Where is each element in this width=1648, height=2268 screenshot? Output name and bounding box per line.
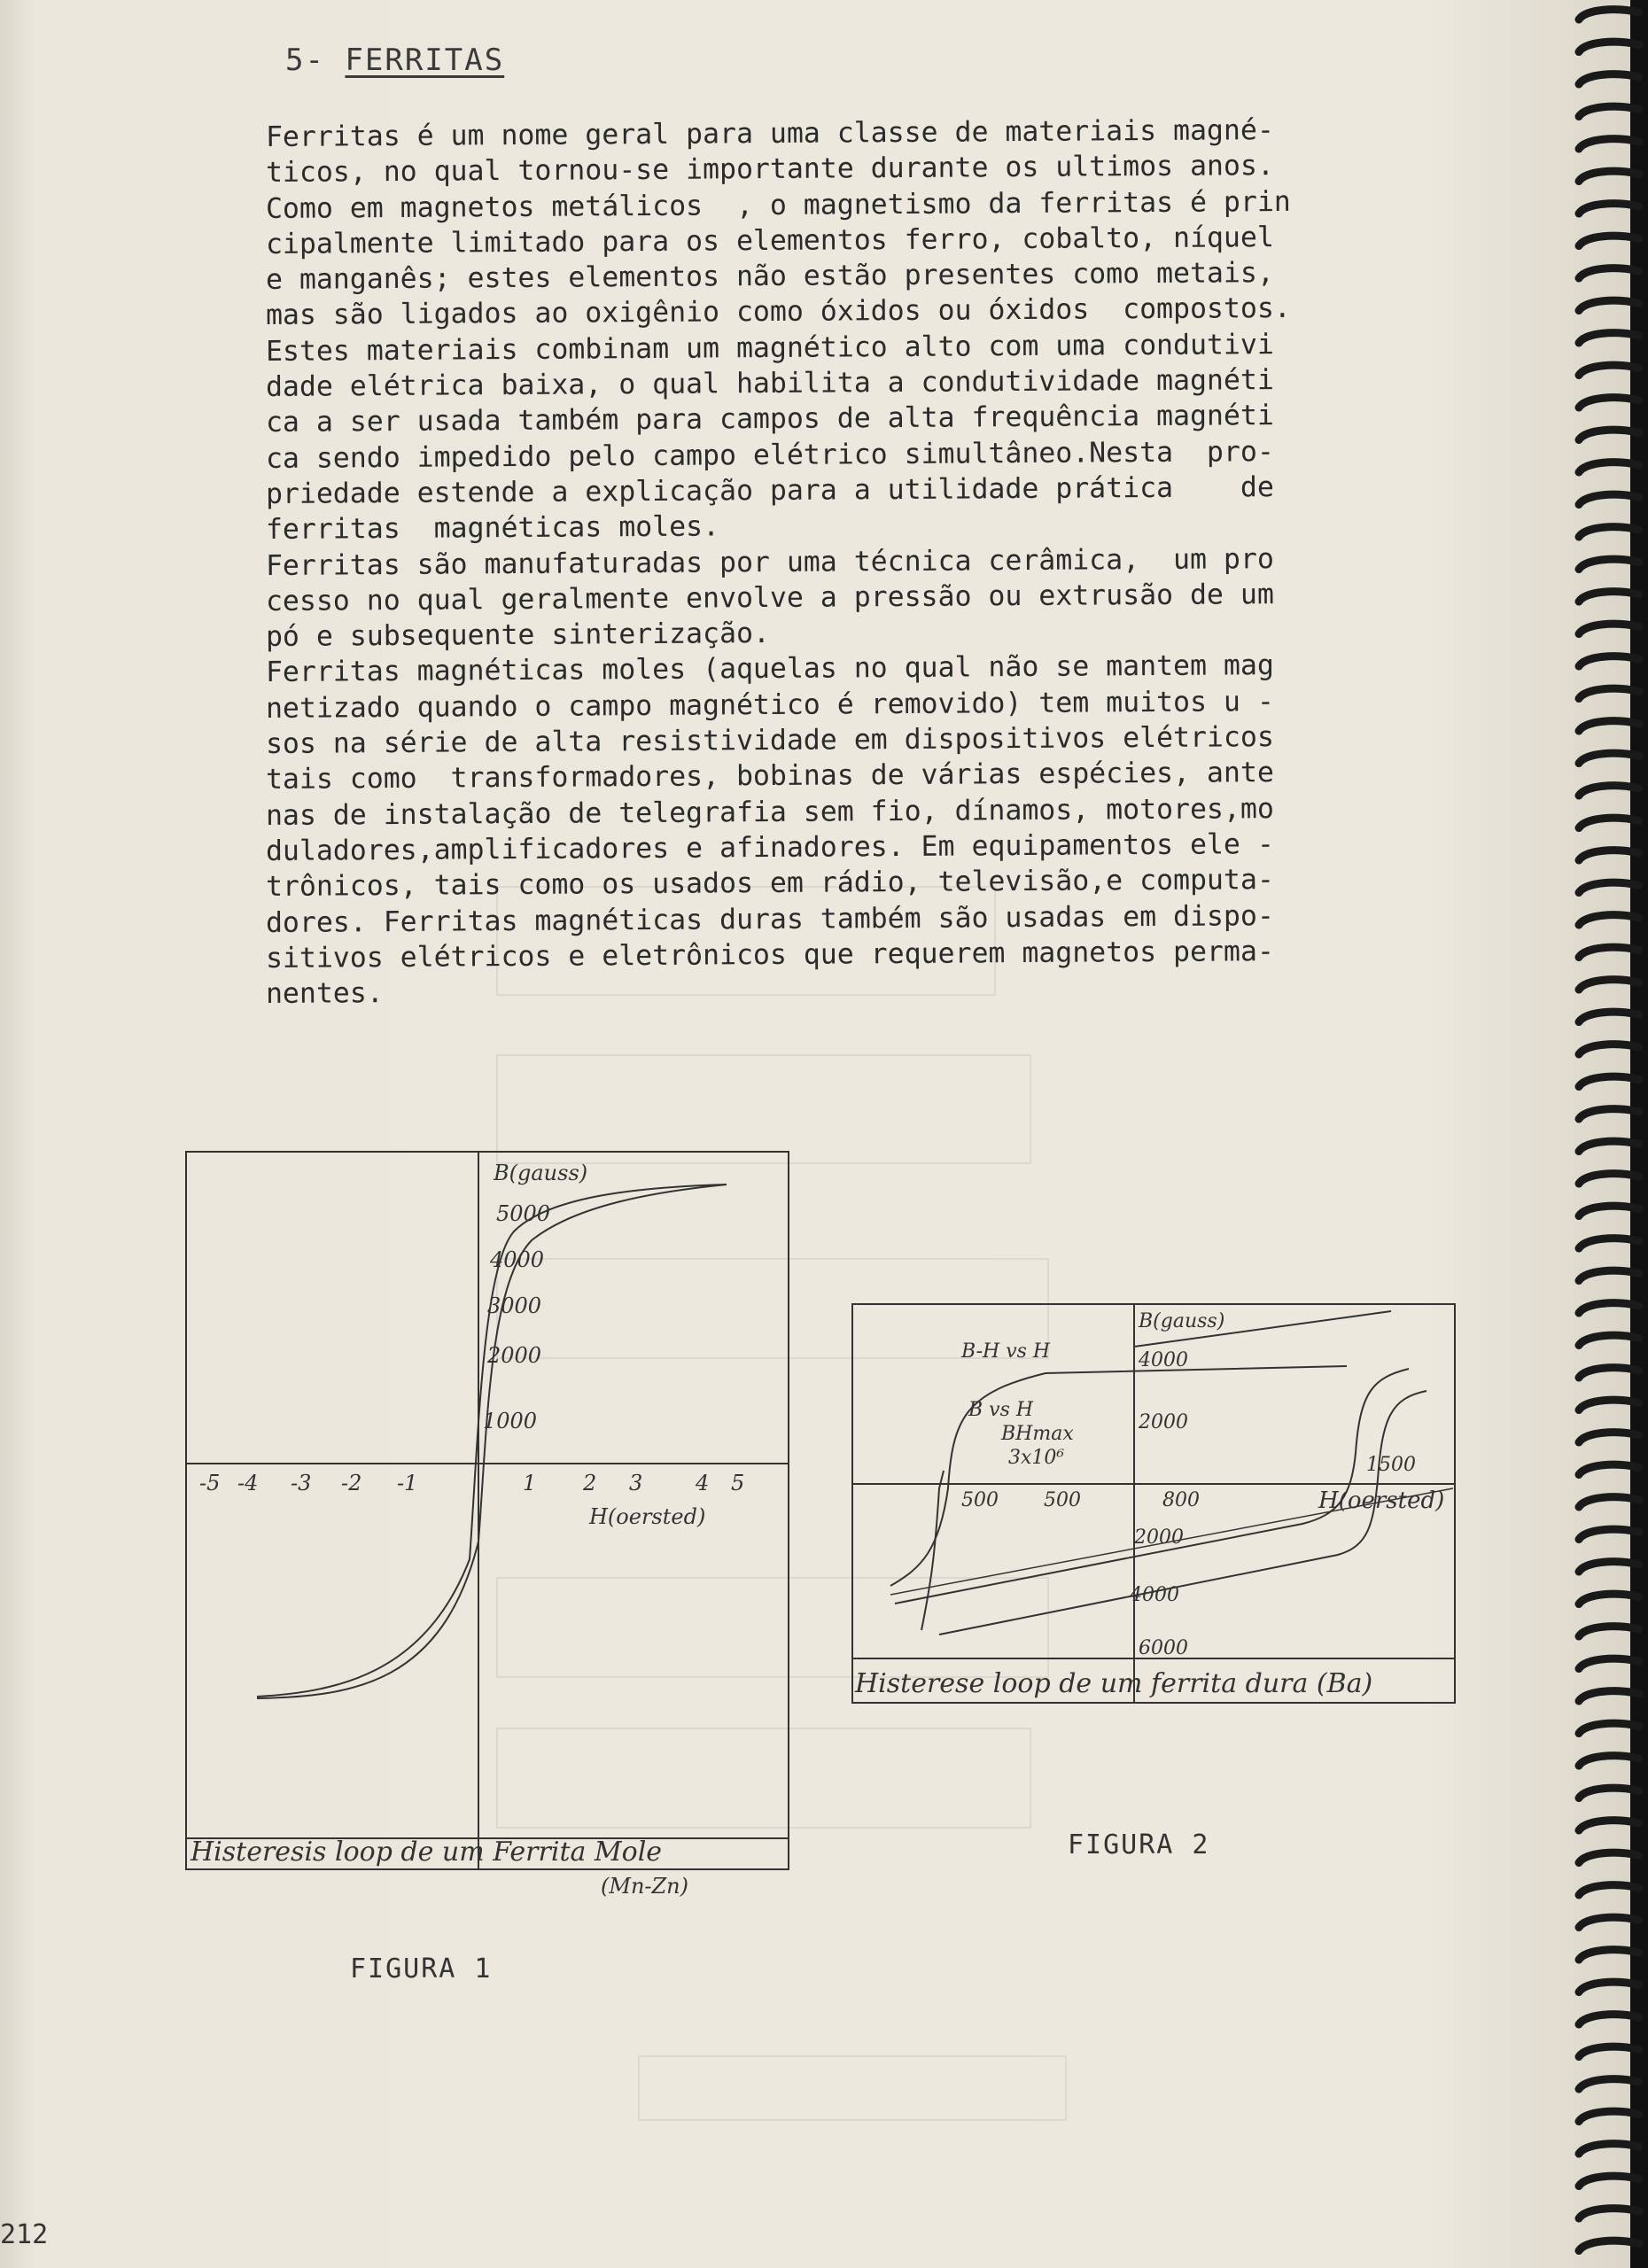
- spiral-coil: [1579, 1109, 1639, 1119]
- text-line: Ferritas é um nome geral para uma classe de materiais magné-: [265, 114, 1274, 153]
- spiral-coil: [1579, 559, 1639, 569]
- text-line: mas são ligados ao oxigênio como óxidos ou óxidos compostos.: [265, 292, 1291, 332]
- spiral-coil: [1579, 947, 1639, 957]
- tick-label: -1: [397, 1471, 418, 1495]
- spiral-coil: [1579, 139, 1639, 149]
- text-line: ca sendo impedido pelo campo elétrico simultâneo.Nesta pro-: [265, 435, 1274, 475]
- spiral-coil: [1579, 1076, 1639, 1086]
- spiral-coil: [1579, 624, 1639, 633]
- text-line: pó e subsequente sinterização.: [265, 617, 771, 654]
- spiral-coil: [1579, 1788, 1639, 1798]
- hysteresis-curve-left-inner: [921, 1471, 944, 1630]
- tick-label: -4: [237, 1471, 259, 1495]
- tick-label: 4000: [1130, 1584, 1179, 1606]
- tick-label: 2: [583, 1471, 597, 1495]
- spiral-coil: [1579, 1045, 1639, 1054]
- spiral-coil: [1579, 300, 1639, 310]
- spiral-coil: [1579, 2015, 1639, 2024]
- spiral-coil: [1579, 1368, 1639, 1378]
- tick-label: 2000: [1134, 1526, 1184, 1549]
- spiral-coil: [1579, 74, 1639, 84]
- text-line: nas de instalação de telegrafia sem fio, dínamos, motores,mo: [265, 792, 1274, 832]
- spiral-coil: [1579, 1756, 1639, 1766]
- spiral-coil: [1579, 753, 1639, 763]
- spiral-coil: [1579, 2209, 1639, 2218]
- spiral-coil: [1579, 268, 1639, 278]
- spiral-coil: [1579, 1174, 1639, 1184]
- spiral-coil: [1579, 786, 1639, 796]
- x-axis-label: H(oersted): [1318, 1487, 1445, 1514]
- spiral-coil: [1579, 236, 1639, 245]
- spiral-binding: [1568, 0, 1648, 2268]
- spiral-coil: [1579, 592, 1639, 602]
- spiral-coil: [1579, 1821, 1639, 1830]
- tick-label: 6000: [1139, 1637, 1188, 1659]
- tick-label: 3: [629, 1471, 643, 1495]
- spiral-coil: [1579, 1691, 1639, 1701]
- curve-label: 3x10⁶: [1008, 1447, 1065, 1469]
- text-line: dores. Ferritas magnéticas duras também são usadas em dispo-: [265, 899, 1274, 939]
- spiral-coil: [1579, 1400, 1639, 1410]
- spiral-coil: [1579, 1627, 1639, 1636]
- spiral-coil: [1579, 850, 1639, 860]
- tick-label: 2000: [487, 1343, 542, 1368]
- spiral-coil: [1579, 1562, 1639, 1572]
- y-axis-label: B(gauss): [494, 1161, 588, 1185]
- spiral-coil: [1579, 1852, 1639, 1862]
- text-line: ferritas magnéticas moles.: [265, 510, 720, 547]
- spiral-coil: [1579, 527, 1639, 537]
- spiral-coil: [1579, 1270, 1639, 1280]
- text-line: Ferritas magnéticas moles (aquelas no qual não se mantem mag: [265, 649, 1274, 689]
- tick-label: 1500: [1366, 1454, 1416, 1476]
- tick-label: 4: [696, 1471, 710, 1495]
- spiral-coil: [1579, 915, 1639, 925]
- spiral-coil: [1579, 1529, 1639, 1539]
- spiral-coil: [1579, 2079, 1639, 2089]
- tick-label: 500: [1044, 1489, 1081, 1511]
- spiral-coil: [1579, 1594, 1639, 1604]
- curve-label: BHmax: [1001, 1423, 1074, 1445]
- curve-label: B vs H: [968, 1399, 1034, 1421]
- text-line: dade elétrica baixa, o qual habilita a condutividade magnéti: [265, 364, 1274, 404]
- text-line: sitivos elétricos e eletrônicos que requerem magnetos perma-: [265, 935, 1274, 975]
- tick-label: 3000: [487, 1293, 542, 1318]
- spiral-coil: [1579, 398, 1639, 408]
- text-line: ticos, no qual tornou-se importante durante os ultimos anos.: [265, 150, 1274, 190]
- spiral-coil: [1579, 430, 1639, 439]
- y-axis-label: B(gauss): [1139, 1310, 1225, 1332]
- figure-subtitle: (Mn-Zn): [601, 1874, 688, 1899]
- spiral-coil: [1579, 42, 1639, 51]
- section-heading: 5- FERRITAS: [285, 43, 505, 78]
- spiral-coil: [1579, 2176, 1639, 2186]
- text-line: cesso no qual geralmente envolve a pressão ou extrusão de um: [265, 578, 1274, 617]
- spiral-coil: [1579, 1239, 1639, 1248]
- text-line: ca a ser usada também para campos de alta frequência magnéti: [265, 400, 1274, 439]
- spiral-coil: [1579, 1433, 1639, 1442]
- spiral-coil: [1579, 333, 1639, 343]
- spiral-coil: [1579, 1464, 1639, 1474]
- text-line: cipalmente limitado para os elementos ferro, cobalto, níquel: [265, 221, 1274, 260]
- spiral-coil: [1579, 1658, 1639, 1668]
- tick-label: 5000: [496, 1201, 551, 1226]
- spiral-coil: [1579, 688, 1639, 698]
- tick-label: -3: [291, 1471, 312, 1495]
- figure-2-hard-ferrite-hysteresis: [842, 1293, 1480, 1736]
- figure-1-soft-ferrite-hysteresis: [177, 1143, 797, 1905]
- tick-label: 1000: [483, 1409, 538, 1433]
- text-line: priedade estende a explicação para a utilidade prática de: [265, 471, 1274, 510]
- spiral-coil: [1579, 1206, 1639, 1216]
- text-line: Estes materiais combinam um magnético alto com uma condutivi: [265, 328, 1274, 368]
- figure-title: Histeresis loop de um Ferrita Mole: [190, 1837, 663, 1868]
- text-line: netizado quando o campo magnético é removido) tem muitos u -: [265, 685, 1274, 725]
- spiral-coil: [1579, 494, 1639, 504]
- spiral-coil: [1579, 1885, 1639, 1895]
- spiral-coil: [1579, 1917, 1639, 1927]
- figure-1-caption: FIGURA 1: [350, 1953, 493, 1984]
- tick-label: 4000: [490, 1247, 545, 1272]
- text-line: Como em magnetos metálicos , o magnetismo da ferritas é prin: [265, 185, 1291, 225]
- tick-label: 500: [961, 1489, 999, 1511]
- spiral-coil: [1579, 106, 1639, 116]
- spiral-coil: [1579, 462, 1639, 472]
- tick-label: 800: [1162, 1489, 1200, 1511]
- spiral-coil: [1579, 721, 1639, 731]
- text-line: tais como transformadores, bobinas de várias espécies, ante: [265, 757, 1274, 796]
- page-number: 212: [0, 2219, 49, 2250]
- spiral-coil: [1579, 2144, 1639, 2154]
- spiral-coil: [1579, 882, 1639, 892]
- body-paragraphs: [265, 114, 1471, 1012]
- spiral-coil: [1579, 1497, 1639, 1507]
- show-through-box: [638, 2055, 1067, 2121]
- text-line: trônicos, tais como os usados em rádio, televisão,e computa-: [265, 864, 1274, 904]
- spiral-coil: [1579, 2241, 1639, 2250]
- tick-label: -5: [199, 1471, 221, 1495]
- text-line: e manganês; estes elementos não estão presentes como metais,: [265, 257, 1274, 297]
- tick-label: -2: [341, 1471, 362, 1495]
- text-line: duladores,amplificadores e afinadores. Em equipamentos ele -: [265, 827, 1274, 867]
- spiral-coil: [1579, 1303, 1639, 1313]
- text-line: sos na série de alta resistividade em dispositivos elétricos: [265, 721, 1274, 761]
- tick-label: 5: [731, 1471, 745, 1495]
- spiral-coil: [1579, 1950, 1639, 1960]
- spiral-coil: [1579, 980, 1639, 990]
- figure-2-caption: FIGURA 2: [1068, 1829, 1210, 1860]
- tick-label: 1: [523, 1471, 537, 1495]
- spiral-coil: [1579, 171, 1639, 181]
- curve-label: B-H vs H: [961, 1340, 1051, 1363]
- tick-label: 2000: [1139, 1411, 1188, 1433]
- spiral-coil: [1579, 1982, 1639, 1992]
- text-line: nentes.: [265, 977, 384, 1011]
- spiral-coil: [1579, 1012, 1639, 1021]
- spiral-coil: [1579, 1723, 1639, 1733]
- spiral-coil: [1579, 2111, 1639, 2121]
- tick-label: 4000: [1139, 1349, 1188, 1371]
- spiral-coil: [1579, 656, 1639, 666]
- spiral-coil: [1579, 818, 1639, 827]
- x-axis-label: H(oersted): [589, 1504, 706, 1529]
- spiral-coil: [1579, 204, 1639, 214]
- figure-title: Histerese loop de um ferrita dura (Ba): [855, 1668, 1373, 1699]
- spiral-coil: [1579, 2047, 1639, 2056]
- spiral-coil: [1579, 1141, 1639, 1151]
- spiral-coil: [1579, 10, 1639, 19]
- hysteresis-curve-left: [890, 1366, 1347, 1586]
- spiral-coil: [1579, 1335, 1639, 1345]
- text-line: Ferritas são manufaturadas por uma técnica cerâmica, um pro: [265, 542, 1274, 582]
- spiral-coil: [1579, 365, 1639, 375]
